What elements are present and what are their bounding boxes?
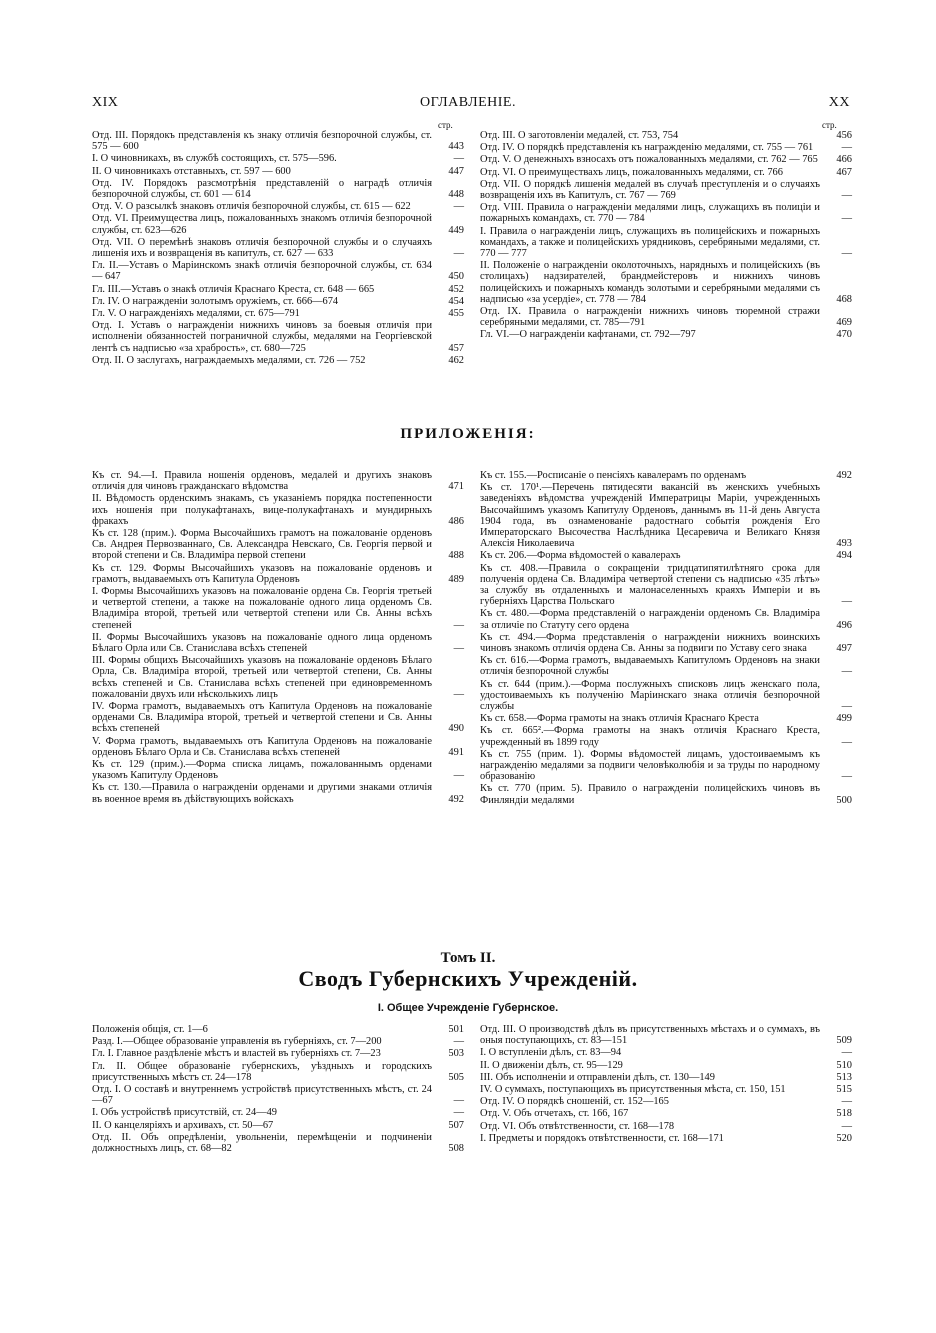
toc-entry-text: Отд. III. О заготовленіи медалей, ст. 753, 754 (480, 130, 679, 141)
toc-entry-text: Гл. II. Общее образованіе губернскихъ, уѣздныхъ и городскихъ присутственныхъ мѣстъ ст. 24—178 (92, 1060, 432, 1083)
toc-entry (480, 130, 852, 141)
toc-entry (480, 482, 852, 549)
toc-entry (480, 1096, 852, 1107)
toc-entry (92, 260, 464, 282)
toc-entry-page: 493 (836, 538, 852, 550)
toc-entry-page: — (453, 619, 464, 631)
toc-entry (92, 701, 464, 735)
toc-entry (480, 154, 852, 165)
right-column-page-heading: стр. (822, 120, 837, 130)
toc-entry (480, 306, 852, 328)
toc-entry (480, 1121, 852, 1132)
toc-entry-text: Отд. III. Порядокъ представленія къ знаку отличія безпорочной службы, ст. 575 — 600 (92, 130, 432, 153)
toc-entry-page: — (453, 643, 464, 655)
toc-entry-text: Къ ст. 755 (прим. 1). Формы вѣдомостей лицамъ, удостоиваемымъ къ награжденію медалями за подвиги человѣколюбія и за труды по народному образованію (480, 748, 820, 783)
toc-entry (92, 736, 464, 758)
toc-entry-text: Отд. VII. О порядкѣ лишенія медалей въ случаѣ преступленія и о случаяхъ возвращенія ихъ въ Капитулъ, ст. 767 — 769 (480, 178, 820, 202)
toc-entry-page: 505 (448, 1071, 464, 1083)
toc-entry-page: 507 (448, 1119, 464, 1131)
toc-entry-page: — (841, 142, 852, 154)
toc-entry-page: 455 (448, 308, 464, 320)
toc-entry (480, 783, 852, 805)
toc-entry-page: 492 (448, 793, 464, 805)
toc-entry-text: I. О чиновникахъ, въ службѣ состоящихъ, ст. 575—596. (92, 153, 337, 165)
toc-left-column (92, 130, 464, 367)
toc-entry (480, 679, 852, 713)
toc-entry-text: Разд. I.—Общее образованіе управленія въ губерніяхъ, ст. 7—200 (92, 1036, 382, 1048)
toc-entry (92, 782, 464, 804)
toc-entry-text: IV. Форма грамотъ, выдаваемыхъ отъ Капитула Орденовъ на пожалованіе орденами Св. Владиміра второй, третьей и четвертой степени и Св. Анны всѣхъ степеней (92, 701, 432, 735)
toc-entry-page: 450 (448, 271, 464, 283)
toc-entry (92, 1132, 464, 1154)
toc-entry-page: 457 (448, 342, 464, 354)
toc-entry-text: Отд. I. Уставъ о награжденіи нижнихъ чиновъ за боевыя отличія при исполненіи обязанностей пограничной службы, медалями на Георгіевской лентѣ съ надписью «за храбрость», ст. 680—725 (92, 320, 432, 354)
toc-entry-page: 496 (836, 619, 852, 631)
toc-entry-page: — (841, 1120, 852, 1132)
toc-entry-page: 469 (836, 317, 852, 329)
toc-entry (480, 1024, 852, 1046)
toc-entry (480, 1108, 852, 1119)
toc-entry (480, 202, 852, 224)
toc-entry (92, 1036, 464, 1047)
appendix-left-column (92, 470, 464, 806)
toc-entry-text: Отд. IV. О порядкѣ сношеній, ст. 152—165 (480, 1096, 669, 1108)
part-left-column (92, 1024, 464, 1155)
toc-entry (92, 1084, 464, 1106)
toc-entry-page: 499 (836, 713, 852, 725)
toc-entry-page: 500 (836, 794, 852, 806)
toc-entry-text: Къ ст. 128 (прим.). Форма Высочайшихъ грамотъ на пожалованіе орденовъ Св. Андрея Первозваннаго, Св. Александра Невскаго, Св. Георгія первой и второй степени и Св. Владиміра первой степени (92, 528, 432, 562)
toc-entry-page: 471 (448, 481, 464, 493)
toc-entry-text: Отд. III. О производствѣ дѣлъ въ присутственныхъ мѣстахъ и о суммахъ, въ оныя поступающихъ, ст. 83—151 (480, 1024, 820, 1047)
toc-entry-page: — (453, 201, 464, 213)
toc-entry-page: — (841, 701, 852, 713)
appendix-title: ПРИЛОЖЕНІЯ: (400, 426, 536, 442)
toc-entry-text: Къ ст. 408.—Правила о сокращеніи тридцатипятилѣтняго срока для полученія ордена Св. Владиміра четвертой степени съ надписью «35 лѣтъ» за службу въ отдаленныхъ и малонаселенныхъ краяхъ Имперіи и въ губерніяхъ Царства Польскаго (480, 562, 820, 608)
toc-entry-page: — (841, 596, 852, 608)
toc-entry-text: Къ ст. 129. Формы Высочайшихъ указовъ на пожалованіе орденовъ и грамотъ, выдаваемыхъ отъ Капитула Орденовъ (92, 562, 432, 585)
toc-entry (92, 1120, 464, 1131)
toc-entry-page: — (841, 190, 852, 202)
toc-entry-page: 508 (448, 1143, 464, 1155)
toc-entry-text: Гл. V. О награжденіяхъ медалями, ст. 675—791 (92, 308, 300, 320)
toc-entry-page: 509 (836, 1035, 852, 1047)
toc-entry-text: Къ ст. 130.—Правила о награжденіи орденами и другими знаками отличія въ военное время въ дѣйствующихъ войскахъ (92, 782, 432, 805)
toc-entry-text: Отд. V. Объ отчетахъ, ст. 166, 167 (480, 1108, 629, 1120)
toc-entry-text: Къ ст. 206.—Форма вѣдомостей о кавалерахъ (480, 550, 681, 562)
toc-entry-text: Гл. II.—Уставъ о Маріинскомъ знакѣ отличія безпорочной службы, ст. 634 — 647 (92, 260, 432, 283)
toc-entry (92, 308, 464, 319)
toc-entry-text: Отд. V. О денежныхъ взносахъ отъ пожалованныхъ медалями, ст. 762 — 765 (480, 154, 818, 166)
toc-entry (480, 725, 852, 747)
appendix-right-column (480, 470, 852, 807)
toc-entry-page: 468 (836, 293, 852, 305)
toc-entry (480, 329, 852, 340)
toc-entry-page: — (453, 688, 464, 700)
toc-entry-page: — (841, 771, 852, 783)
toc-entry-page: 486 (448, 515, 464, 527)
toc-entry-page: 467 (836, 166, 852, 178)
volume-title: Томъ II. (440, 950, 496, 966)
section-subtitle: I. Общее Учрежденіе Губернское. (377, 1002, 559, 1014)
toc-entry (480, 179, 852, 201)
toc-entry (92, 586, 464, 631)
toc-right-column (480, 130, 852, 342)
toc-entry-page: 470 (836, 329, 852, 341)
toc-entry-page: 489 (448, 573, 464, 585)
toc-entry-text: I. О вступленіи дѣлъ, ст. 83—94 (480, 1047, 622, 1059)
toc-entry-text: Отд. VI. Преимущества лицъ, пожалованныхъ знакомъ отличія безпорочной службы, ст. 623—626 (92, 213, 432, 236)
toc-entry (92, 355, 464, 366)
toc-entry-page: 510 (836, 1059, 852, 1071)
toc-entry (480, 226, 852, 260)
toc-entry-text: Отд. VI. Объ отвѣтственности, ст. 168—178 (480, 1120, 675, 1132)
toc-entry (480, 655, 852, 677)
toc-entry-text: Отд. VIII. Правила о награжденіи медалями лицъ, служащихъ въ полиціи и пожарныхъ командахъ, ст. 770 — 784 (480, 202, 820, 225)
toc-entry (480, 142, 852, 153)
toc-entry-page: 501 (448, 1024, 464, 1035)
toc-entry-page: 448 (448, 189, 464, 201)
toc-entry (92, 130, 464, 152)
toc-entry-text: Къ ст. 129 (прим.).—Форма списка лицамъ, пожалованнымъ орденами указомъ Капитулу Орденовъ (92, 759, 432, 782)
toc-entry (92, 166, 464, 177)
toc-entry-text: Гл. IV. О награжденіи золотымъ оружіемъ, ст. 666—674 (92, 295, 339, 307)
toc-entry (92, 296, 464, 307)
toc-entry (92, 563, 464, 585)
toc-entry-page: 513 (836, 1071, 852, 1083)
toc-entry (480, 713, 852, 724)
toc-entry-page: 518 (836, 1108, 852, 1120)
toc-entry-text: II. Формы Высочайшихъ указовъ на пожалованіе одного лица орденомъ Бѣлаго Орла или Св. Станислава всѣхъ степеней (92, 631, 432, 655)
toc-entry-text: II. О канцеляріяхъ и архивахъ, ст. 50—67 (92, 1119, 274, 1131)
toc-entry-page: — (841, 213, 852, 225)
toc-entry (92, 201, 464, 212)
toc-entry (480, 1084, 852, 1095)
toc-entry-text: Гл. I. Главное раздѣленіе мѣстъ и властей въ губерніяхъ ст. 7—23 (92, 1048, 381, 1060)
toc-entry (92, 1061, 464, 1083)
toc-entry (92, 493, 464, 527)
toc-entry (480, 260, 852, 305)
toc-entry-page: — (453, 248, 464, 260)
toc-entry-page: 488 (448, 550, 464, 562)
toc-entry-page: 466 (836, 154, 852, 166)
toc-entry (92, 178, 464, 200)
toc-entry-page: 497 (836, 643, 852, 655)
toc-entry-text: Отд. IV. Порядокъ разсмотрѣнія представленій о наградѣ отличія безпорочной службы, ст. 601 — 614 (92, 177, 432, 201)
toc-entry (92, 759, 464, 781)
toc-entry (480, 632, 852, 654)
toc-entry-page: 447 (448, 165, 464, 177)
toc-entry-text: I. Предметы и порядокъ отвѣтственности, ст. 168—171 (480, 1132, 724, 1144)
toc-entry-text: III. Формы общихъ Высочайшихъ указовъ на пожалованіе орденовъ Бѣлаго Орла, Св. Владиміра второй, третьей или четвертой степени, Св. Анны всѣхъ степеней и Св. Станислава всѣхъ степеней при единовременномъ пожалованіи двухъ или нѣсколькихъ лицъ (92, 655, 432, 700)
right-page-number: XX (828, 95, 850, 110)
toc-entry-page: 492 (836, 470, 852, 481)
left-column-page-heading: стр. (438, 120, 453, 130)
toc-entry-page: 452 (448, 283, 464, 295)
toc-entry-page: — (453, 153, 464, 165)
toc-entry-page: 454 (448, 295, 464, 307)
toc-entry-text: Къ ст. 644 (прим.).—Форма послужныхъ списковъ лицъ женскаго пола, удостоиваемыхъ къ полученію Маріинскаго знака отличія безпорочной службы (480, 678, 820, 713)
toc-entry-text: III. Объ исполненіи и отправленіи дѣлъ, ст. 130—149 (480, 1071, 715, 1083)
toc-entry-page: — (841, 1096, 852, 1108)
toc-entry-page: 515 (836, 1084, 852, 1096)
toc-entry-text: Къ ст. 155.—Росписаніе о пенсіяхъ кавалерамъ по орденамъ (480, 470, 747, 481)
toc-entry (480, 608, 852, 630)
toc-entry (92, 1048, 464, 1059)
toc-entry-text: Къ ст. 658.—Форма грамоты на знакъ отличія Краснаго Креста (480, 713, 759, 725)
toc-entry-text: IV. О суммахъ, поступающихъ въ присутственныя мѣста, ст. 150, 151 (480, 1084, 786, 1096)
toc-entry-text: Отд. VI. О преимуществахъ лицъ, пожалованныхъ медалями, ст. 766 (480, 166, 783, 178)
toc-entry-text: Къ ст. 94.—I. Правила ношенія орденовъ, медалей и другихъ знаковъ отличія для чиновъ гражданскаго вѣдомства (92, 470, 432, 493)
toc-entry-text: I. Формы Высочайшихъ указовъ на пожалованіе ордена Св. Георгія третьей и четвертой степени, а также на пожалованіе одного лица орденомъ Св. Владиміра второй, третьей или четвертой степени или Св. Анны всѣхъ степеней (92, 586, 432, 631)
toc-entry-page: — (841, 736, 852, 748)
toc-entry-page: 462 (448, 354, 464, 366)
toc-entry-text: Гл. III.—Уставъ о знакѣ отличія Краснаго Креста, ст. 648 — 665 (92, 283, 375, 295)
toc-entry (92, 528, 464, 562)
toc-entry (480, 749, 852, 783)
toc-entry (92, 1024, 464, 1035)
toc-entry (92, 284, 464, 295)
toc-entry (480, 470, 852, 481)
toc-entry (92, 470, 464, 492)
toc-entry-page: — (841, 1047, 852, 1059)
toc-entry-page: 503 (448, 1048, 464, 1060)
toc-entry (92, 1107, 464, 1118)
toc-entry-page: 490 (448, 723, 464, 735)
toc-entry (92, 320, 464, 354)
toc-entry-page: — (841, 248, 852, 260)
toc-entry-page: — (841, 666, 852, 678)
toc-entry-text: Отд. II. Объ опредѣленіи, увольненіи, перемѣщеніи и подчиненіи должностныхъ лицъ, ст. 68—82 (92, 1131, 432, 1155)
toc-entry (480, 167, 852, 178)
toc-entry-text: Отд. IX. Правила о награжденіи нижнихъ чиновъ тюремной стражи серебряными медалями, ст. 785—791 (480, 306, 820, 329)
toc-entry-text: I. Объ устройствѣ присутствій, ст. 24—49 (92, 1107, 277, 1119)
toc-entry-page: — (453, 1107, 464, 1119)
toc-entry-text: II. Положеніе о награжденіи околоточныхъ, нарядныхъ и полицейскихъ (въ столицахъ) надзирателей, брандмейстеровъ и нижнихъ чиновъ полицейскихъ и пожарныхъ командъ золотыми и серебряными медалями съ надписью «за усердіе», ст. 778 — 784 (480, 260, 820, 305)
toc-entry-text: Гл. VI.—О награжденіи кафтанами, ст. 792—797 (480, 329, 696, 341)
toc-entry (480, 1060, 852, 1071)
page-title: ОГЛАВЛЕНІЕ. (420, 95, 516, 110)
toc-entry (92, 655, 464, 700)
toc-entry-page: 456 (836, 130, 852, 141)
toc-entry-text: Отд. I. О составѣ и внутреннемъ устройствѣ присутственныхъ мѣстъ, ст. 24—67 (92, 1084, 432, 1107)
toc-entry-text: II. Вѣдомость орденскимъ знакамъ, съ указаніемъ порядка постепенности ихъ ношенія при полукафтанахъ, вице-полукафтанахъ и мундирныхъ фракахъ (92, 493, 432, 527)
toc-entry-page: — (453, 1095, 464, 1107)
toc-entry-text: Къ ст. 616.—Форма грамотъ, выдаваемыхъ Капитуломъ Орденовъ на знаки отличія безпорочной службы (480, 655, 820, 678)
toc-entry-text: Отд. II. О заслугахъ, награждаемыхъ медалями, ст. 726 — 752 (92, 354, 366, 366)
toc-entry-text: II. О чиновникахъ отставныхъ, ст. 597 — 600 (92, 165, 291, 177)
toc-entry-page: 520 (836, 1132, 852, 1144)
toc-entry-page: 443 (448, 141, 464, 153)
toc-entry-text: Къ ст. 494.—Форма представленія о награжденіи нижнихъ воинскихъ чиновъ знакомъ отличія ордена Св. Анны за подвиги по Уставу сего знака (480, 631, 820, 655)
toc-entry-text: V. Форма грамотъ, выдаваемыхъ отъ Капитула Орденовъ на пожалованіе орденовъ Бѣлаго Орла и Св. Станислава всѣхъ степеней (92, 735, 432, 758)
toc-entry-text: Къ ст. 770 (прим. 5). Правило о награжденіи полицейскихъ чиновъ въ Финляндіи медалями (480, 783, 820, 806)
toc-entry-text: Положенія общія, ст. 1—6 (92, 1024, 208, 1035)
toc-entry (480, 1072, 852, 1083)
part-right-column (480, 1024, 852, 1145)
toc-entry-text: Отд. V. О разсылкѣ знаковъ отличія безпорочной службы, ст. 615 — 622 (92, 201, 411, 213)
toc-entry-text: I. Правила о награжденіи лицъ, служащихъ въ полицейскихъ и пожарныхъ командахъ, а также и полицейскихъ урядниковъ, серебряными медалями, ст. 770 — 777 (480, 225, 820, 260)
toc-entry (92, 213, 464, 235)
toc-entry-text: Къ ст. 170¹.—Перечень пятидесяти вакансій въ женскихъ учебныхъ заведеніяхъ вѣдомства учрежденій Императрицы Маріи, учрежденныхъ Высочайшимъ указомъ Капитулу Орденовъ, даннымъ въ 11-й день Августа 1904 года, въ ознаменованіе радостнаго событія рожденія Его Императорскаго Высочества Наслѣдника Цесаревича и Великаго Князя Алексія Николаевича (480, 482, 820, 550)
toc-entry-text: II. О движеніи дѣлъ, ст. 95—129 (480, 1059, 623, 1071)
toc-entry (92, 632, 464, 654)
toc-entry-text: Отд. VII. О перемѣнѣ знаковъ отличія безпорочной службы и о случаяхъ лишенія ихъ и возвращенія въ капитулъ, ст. 627 — 633 (92, 236, 432, 260)
toc-entry-page: — (453, 770, 464, 782)
toc-entry-text: Къ ст. 480.—Форма представленій о награжденіи орденомъ Св. Владиміра за отличіе по Статуту сего ордена (480, 608, 820, 631)
toc-entry-page: 491 (448, 746, 464, 758)
toc-entry-text: Къ ст. 665².—Форма грамоты на знакъ отличія Краснаго Креста, учрежденный въ 1899 году (480, 725, 820, 748)
toc-entry-page: — (453, 1036, 464, 1048)
toc-entry-page: 494 (836, 550, 852, 562)
toc-entry (480, 1047, 852, 1058)
toc-entry (92, 153, 464, 164)
toc-entry (480, 550, 852, 561)
svod-title: Сводъ Губернскихъ Учрежденій. (298, 966, 638, 991)
toc-entry-text: Отд. IV. О порядкѣ представленія къ награжденію медалями, ст. 755 — 761 (480, 142, 814, 154)
toc-entry-page: 449 (448, 224, 464, 236)
toc-entry (480, 563, 852, 608)
left-page-number: XIX (92, 95, 119, 110)
toc-entry (480, 1133, 852, 1144)
toc-entry (92, 237, 464, 259)
